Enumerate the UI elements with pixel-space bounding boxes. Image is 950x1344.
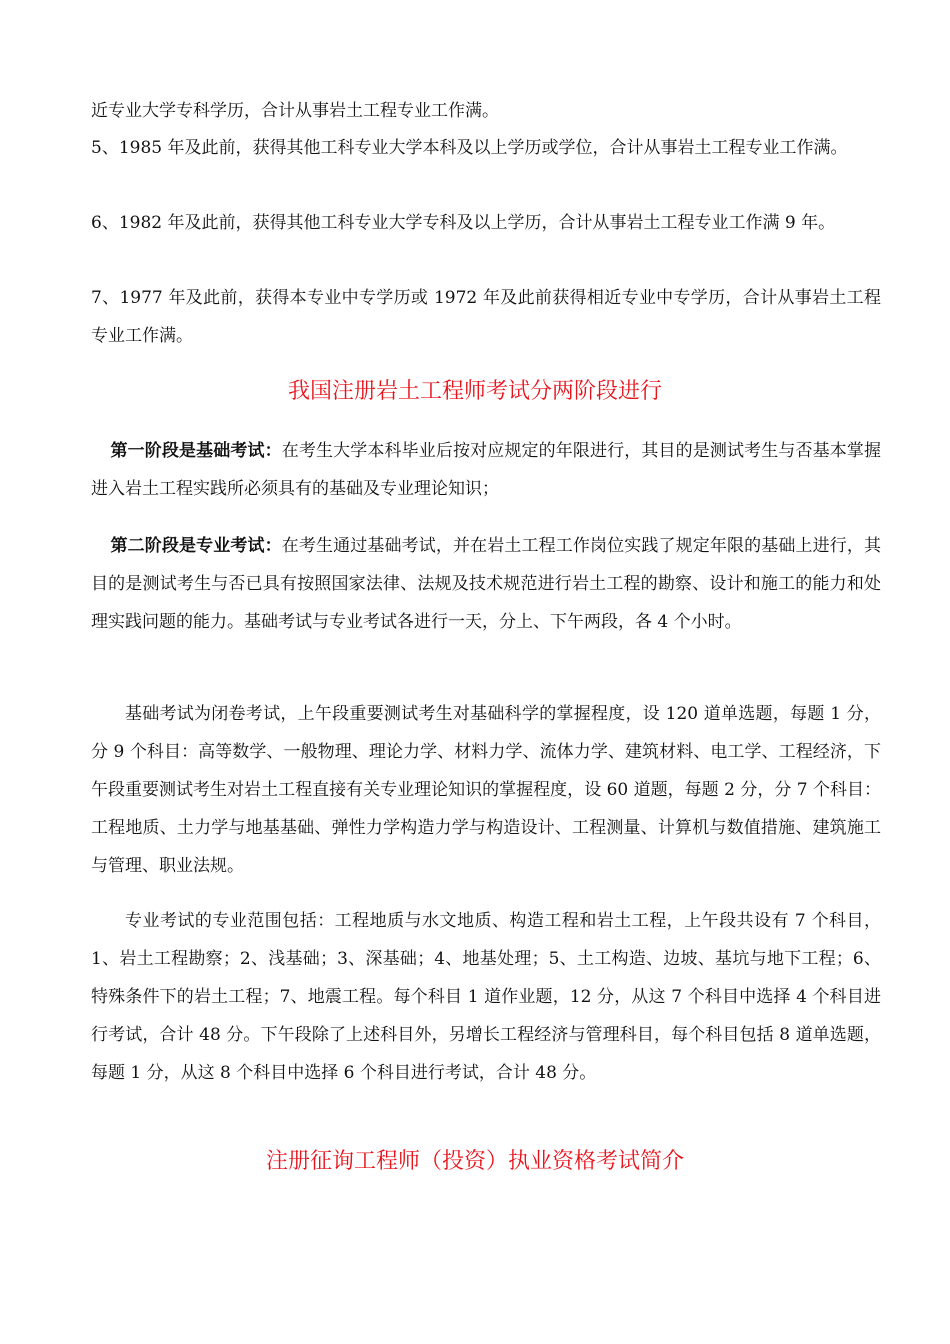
stage1-text: 在考生大学本科毕业后按对应规定的年限进行，其目的是测试考生与否基本掌握进入岩土工程实践所必须具有的基础及专业理论知识； bbox=[91, 441, 882, 499]
stage1-paragraph bbox=[91, 432, 881, 508]
list-item-6: 6、1982 年及此前，获得其他工科专业大学专科及以上学历，合计从事岩土工程专业工作满 9 年。 bbox=[91, 213, 836, 233]
stage2-lead: 第二阶段是专业考试： bbox=[110, 536, 282, 556]
list-item-tail: 近专业大学专科学历，合计从事岩土工程专业工作满。 bbox=[91, 101, 499, 121]
basic-exam-paragraph: 基础考试为闭卷考试，上午段重要测试考生对基础科学的掌握程度，设 120 道单选题，每题 1 分，分 9 个科目：高等数学、一般物理、理论力学、材料力学、流体力学、建筑材料、电工学、工程经济，下午段重要测试考生对岩土工程直接有关专业理论知识的掌握程度，设 60 道题，每题 2 分，分 7 个科目：工程地质、土力学与地基基础、弹性力学构造力学与构造设计、工程测量、计算机与数值措施、建筑施工与管理、职业法规。 bbox=[91, 704, 881, 876]
stage2-paragraph bbox=[91, 527, 881, 641]
stage2-text: 在考生通过基础考试，并在岩土工程工作岗位实践了规定年限的基础上进行，其目的是测试考生与否已具有按照国家法律、法规及技术规范进行岩土工程的勘察、设计和施工的能力和处理实践问题的能力。基础考试与专业考试各进行一天，分上、下午两段，各 4 个小时。 bbox=[91, 536, 882, 632]
stage1-lead: 第一阶段是基础考试： bbox=[110, 441, 282, 461]
section-heading-consulting-engineer: 注册征询工程师（投资）执业资格考试简介 bbox=[265, 1149, 684, 1174]
section-heading-exam-stages: 我国注册岩土工程师考试分两阶段进行 bbox=[287, 379, 662, 404]
list-item-5: 5、1985 年及此前，获得其他工科专业大学本科及以上学历或学位，合计从事岩土工程专业工作满。 bbox=[91, 138, 848, 158]
list-item-7: 7、1977 年及此前，获得本专业中专学历或 1972 年及此前获得相近专业中专学历，合计从事岩土工程专业工作满。 bbox=[91, 288, 881, 346]
professional-exam-paragraph: 专业考试的专业范围包括：工程地质与水文地质、构造工程和岩土工程，上午段共设有 7 个科目，1、岩土工程勘察；2、浅基础；3、深基础；4、地基处理；5、土工构造、边坡、基坑与地下工程；6、特殊条件下的岩土工程；7、地震工程。每个科目 1 道作业题，12 分，从这 7 个科目中选择 4 个科目进行考试，合计 48 分。下午段除了上述科目外，另增长工程经济与管理科目，每个科目包括 8 道单选题，每题 1 分，从这 8 个科目中选择 6 个科目进行考试，合计 48 分。 bbox=[91, 911, 881, 1083]
